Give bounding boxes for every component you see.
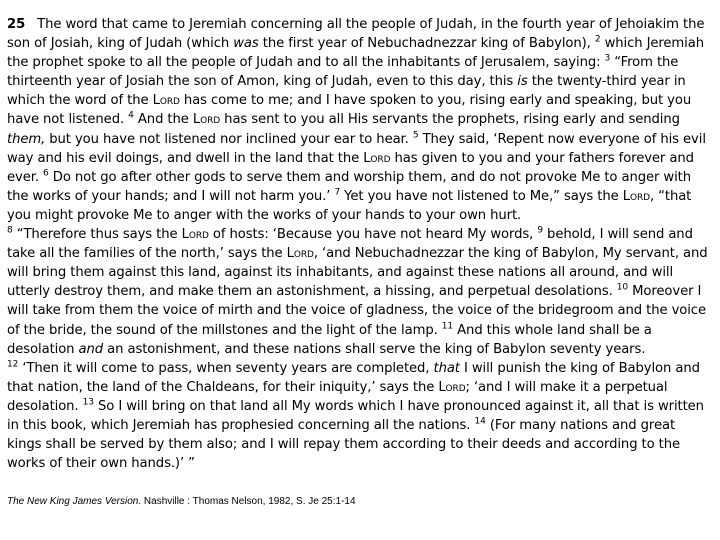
verse-text: but you have not listened nor inclined your ear to hear. [45,131,413,147]
verse-number: 8 [7,225,13,236]
verse-text: the twenty-third year in which the word of the [7,74,686,109]
verse-text: has come to me; and I have spoken to you, rising early and speaking, but you have not listened. [7,93,692,128]
verse-text: “From the thirteenth year of Josiah the son of Amon, king of Judah, even to this day, this [7,55,679,90]
verse-text: , ‘and Nebuchadnezzar the king of Babylon, My servant, and will bring them against this land, against its inhabitants, and against these nations all around, and will utterly destroy them, and make them an astonishment, a hissing, and perpetual desolations. [7,246,708,300]
verse-text: They said, ‘Repent now everyone of his evil way and his evil doings, and dwell in the land that the [7,131,706,166]
verse-number: 9 [537,225,543,236]
verse-text: ‘Then it will come to pass, when seventy years are completed, [18,360,434,376]
italic-text: and [78,341,104,357]
verse-number: 2 [594,34,601,45]
paragraph-2 [7,225,713,359]
paragraph-1-text [7,17,706,223]
verse-text: Do not go after other gods to serve them and worship them, and do not provoke Me to anger with the works of your hands; and I will not harm you.’ [7,169,691,204]
paragraph-2-text [7,227,708,357]
small-caps-text: Lord [622,188,650,204]
verse-text: I will punish the king of Babylon and that nation, the land of the Chaldeans, for their iniquity,’ says the [7,360,700,395]
paragraph-3 [7,359,713,474]
small-caps-text: Lord [152,93,180,109]
small-caps-text: Lord [438,379,466,395]
citation-publisher: Nashville : Thomas Nelson, 1982, S. Je 25:1-14 [141,496,356,507]
verse-text: The word that came to Jeremiah concerning all the people of Judah, in the fourth year of Jehoiakim the son of Josiah, king of Judah (which [7,17,705,52]
verse-number: 12 [7,359,19,370]
verse-text: And the [133,112,193,128]
verse-number: 5 [412,130,419,141]
paragraph-3-text [7,361,704,471]
verse-text: Moreover I will take from them the voice of mirth and the voice of gladness, the voice of the bridegroom and the voice of the bride, the sound of the millstones and the light of the lamp. [7,284,706,338]
chapter-number: 25 [7,17,26,32]
verse-text: which Jeremiah the prophet spoke to all the people of Judah and to all the inhabitants of Jerusalem, saying: [7,36,704,71]
verse-text: has sent to you all His servants the prophets, rising early and sending [220,112,680,128]
verse-number: 4 [128,111,134,122]
verse-text: ; ‘and I will make it a perpetual desolation. [7,379,668,414]
source-citation [7,496,356,507]
verse-number: 3 [604,53,611,64]
verse-text: And this whole land shall be a desolation [7,322,652,357]
verse-number: 10 [616,282,629,293]
verse-number: 6 [43,168,49,179]
verse-number: 14 [474,416,486,427]
italic-text: was [233,36,259,52]
verse-text: an astonishment, and these nations shall serve the king of Babylon seventy years. [103,341,646,357]
small-caps-text: Lord [181,227,209,243]
verse-text: “Therefore thus says the [12,227,182,243]
italic-text: is [517,74,528,90]
verse-text: Yet you have not listened to Me,” says the [340,188,623,204]
small-caps-text: Lord [286,246,314,262]
verse-number: 11 [441,321,454,332]
verse-text: of hosts: ‘Because you have not heard My words, [208,227,538,243]
italic-text: them, [7,131,46,147]
citation-work-title: The New King James Version. [7,496,142,507]
small-caps-text: Lord [363,150,391,166]
paragraph-1 [7,15,713,225]
verse-text: behold, I will send and take all the families of the north,’ says the [7,227,693,262]
verse-text: the first year of Nebuchadnezzar king of Babylon), [258,36,595,52]
italic-text: that [433,360,460,376]
small-caps-text: Lord [192,112,221,128]
verse-text: So I will bring on that land all My words which I have pronounced against it, all that is written in this book, which Jeremiah has prophesied concerning all the nations. [7,398,704,433]
verse-text: (For many nations and great kings shall be served by them also; and I will repay them according to their deeds and according to the works of their own hands.)’ ” [7,417,681,472]
verse-number: 13 [82,397,94,408]
verse-number: 7 [334,187,341,198]
scripture-passage [7,15,713,473]
verse-text: , “that you might provoke Me to anger with the works of your hands to your own hurt. [7,188,692,223]
verse-text: has given to you and your fathers forever and ever. [7,150,694,185]
